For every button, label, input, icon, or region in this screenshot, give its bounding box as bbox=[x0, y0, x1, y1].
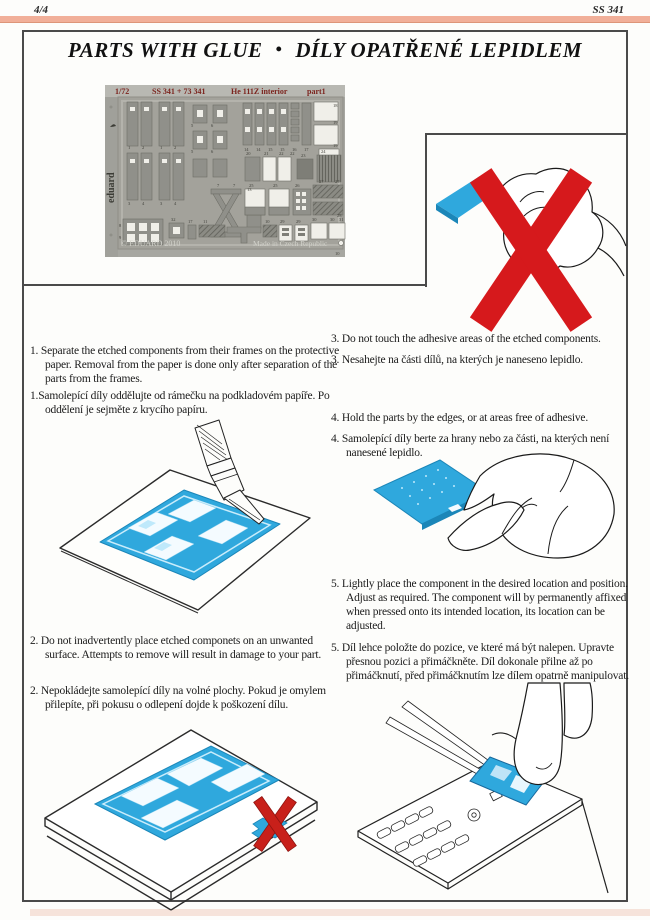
svg-text:18: 18 bbox=[333, 103, 338, 108]
eduard-logo-text: eduard bbox=[106, 172, 117, 203]
title-czech: DÍLY OPATŘENÉ LEPIDLEM bbox=[295, 38, 583, 62]
svg-text:16: 16 bbox=[292, 147, 297, 152]
svg-text:11: 11 bbox=[203, 219, 208, 224]
svg-text:10: 10 bbox=[265, 219, 270, 224]
instruction-2-cz: 2. Nepokládejte samolepící díly na volné plochy. Pokud je omylem přilepíte, při pokusu o odlepení dojde k poškození dílu. bbox=[30, 684, 326, 711]
hand-drawing bbox=[448, 454, 614, 558]
svg-text:30: 30 bbox=[330, 217, 335, 222]
photo-caption-code: SS 341 + 73 341 bbox=[152, 87, 206, 96]
svg-text:4: 4 bbox=[174, 201, 177, 206]
instruction-1-en: 1. Separate the etched components from their frames on the protective paper. Removal from the paper is done only after separation of the parts from the frames. bbox=[30, 344, 340, 385]
svg-text:20: 20 bbox=[246, 151, 251, 156]
svg-text:1: 1 bbox=[160, 145, 163, 150]
svg-text:19: 19 bbox=[333, 120, 338, 125]
hold-part-illustration bbox=[352, 446, 624, 566]
svg-text:22: 22 bbox=[290, 151, 295, 156]
section-divider bbox=[23, 284, 426, 286]
svg-text:14: 14 bbox=[256, 147, 261, 152]
svg-text:32: 32 bbox=[171, 217, 176, 222]
svg-text:9: 9 bbox=[119, 235, 122, 240]
svg-text:3: 3 bbox=[128, 201, 131, 206]
svg-text:1: 1 bbox=[128, 145, 131, 150]
instruction-2-en: 2. Do not inadvertently place etched componets on an unwanted surface. Attempts to remove will result in damage to your part. bbox=[30, 634, 322, 661]
svg-text:7: 7 bbox=[217, 183, 220, 188]
svg-text:6: 6 bbox=[211, 123, 214, 128]
photo-caption-name: He 111Z interior bbox=[231, 87, 288, 96]
svg-text:10: 10 bbox=[335, 251, 340, 256]
title-bullet: • bbox=[275, 39, 283, 59]
place-part-illustration bbox=[350, 683, 628, 898]
knife-illustration bbox=[48, 420, 328, 620]
page-title bbox=[22, 38, 628, 63]
etched-fret-photo bbox=[105, 85, 345, 257]
svg-text:22: 22 bbox=[279, 151, 284, 156]
instruction-1-cz: 1.Samolepící díly oddělujte od rámečku na podkladovém papíře. Po oddělení je sejměte z krycího papíru. bbox=[30, 389, 330, 416]
svg-text:29: 29 bbox=[280, 219, 285, 224]
svg-text:23: 23 bbox=[301, 153, 306, 158]
photo-caption-scale: 1/72 bbox=[115, 87, 130, 96]
svg-text:2: 2 bbox=[142, 145, 145, 150]
svg-text:15: 15 bbox=[268, 147, 273, 152]
svg-text:17: 17 bbox=[304, 147, 309, 152]
no-touch-illustration bbox=[428, 142, 628, 337]
instruction-4-en: 4. Hold the parts by the edges, or at areas free of adhesive. bbox=[331, 411, 588, 424]
svg-text:25: 25 bbox=[273, 183, 278, 188]
svg-text:26: 26 bbox=[295, 183, 300, 188]
title-english: PARTS WITH GLUE bbox=[67, 38, 263, 62]
svg-text:5: 5 bbox=[191, 149, 194, 154]
svg-text:21: 21 bbox=[264, 151, 269, 156]
svg-text:24: 24 bbox=[321, 149, 326, 154]
photo-caption-part: part1 bbox=[307, 87, 326, 96]
svg-text:30: 30 bbox=[312, 217, 317, 222]
top-accent-bar bbox=[0, 16, 650, 23]
svg-text:27: 27 bbox=[335, 179, 340, 184]
instruction-3-en: 3. Do not touch the adhesive areas of the etched components. bbox=[331, 332, 601, 345]
svg-text:17: 17 bbox=[188, 219, 193, 224]
svg-text:15: 15 bbox=[280, 147, 285, 152]
svg-text:6: 6 bbox=[211, 149, 214, 154]
svg-text:13: 13 bbox=[247, 187, 252, 192]
svg-text:4: 4 bbox=[142, 201, 145, 206]
instruction-4-cz: 4. Samolepící díly berte za hrany nebo za části, na kterých není nanesené lepidlo. bbox=[331, 432, 610, 459]
page-number: 4/4 bbox=[34, 4, 49, 16]
svg-text:19: 19 bbox=[333, 143, 338, 148]
no-place-illustration bbox=[33, 720, 323, 898]
table-edge bbox=[582, 801, 608, 893]
svg-text:3: 3 bbox=[160, 201, 163, 206]
svg-text:8: 8 bbox=[119, 223, 122, 228]
photo-made-in: Made in Czech Republic bbox=[253, 239, 328, 248]
photo-copyright: © EDUARD 2010 bbox=[121, 239, 181, 248]
svg-text:5: 5 bbox=[191, 123, 194, 128]
svg-text:7: 7 bbox=[233, 183, 236, 188]
instruction-5-cz: 5. Díl lehce položte do pozice, ve které má být nalepen. Upravte přesnou pozici a přimáčkněte. Díl dokonale přilne až po přimáčknutí, před přimáčknutím lze dílem opatrně manipulovat. bbox=[331, 641, 629, 682]
svg-text:29: 29 bbox=[296, 219, 301, 224]
svg-text:2: 2 bbox=[174, 145, 177, 150]
instruction-3-cz: 3. Nesahejte na části dílů, na kterých je naneseno lepidlo. bbox=[331, 353, 583, 366]
svg-text:31: 31 bbox=[339, 217, 344, 222]
bottom-accent-bar bbox=[30, 909, 650, 916]
svg-text:27: 27 bbox=[319, 179, 324, 184]
svg-text:28: 28 bbox=[337, 213, 342, 218]
svg-text:14: 14 bbox=[244, 147, 249, 152]
kit-number: SS 341 bbox=[592, 4, 624, 16]
instruction-5-en: 5. Lightly place the component in the desired location and position. Adjust as required. The component will by permanently affixed when pressed onto its intended location, its location can be adjusted. bbox=[331, 577, 628, 633]
svg-text:25: 25 bbox=[249, 183, 254, 188]
